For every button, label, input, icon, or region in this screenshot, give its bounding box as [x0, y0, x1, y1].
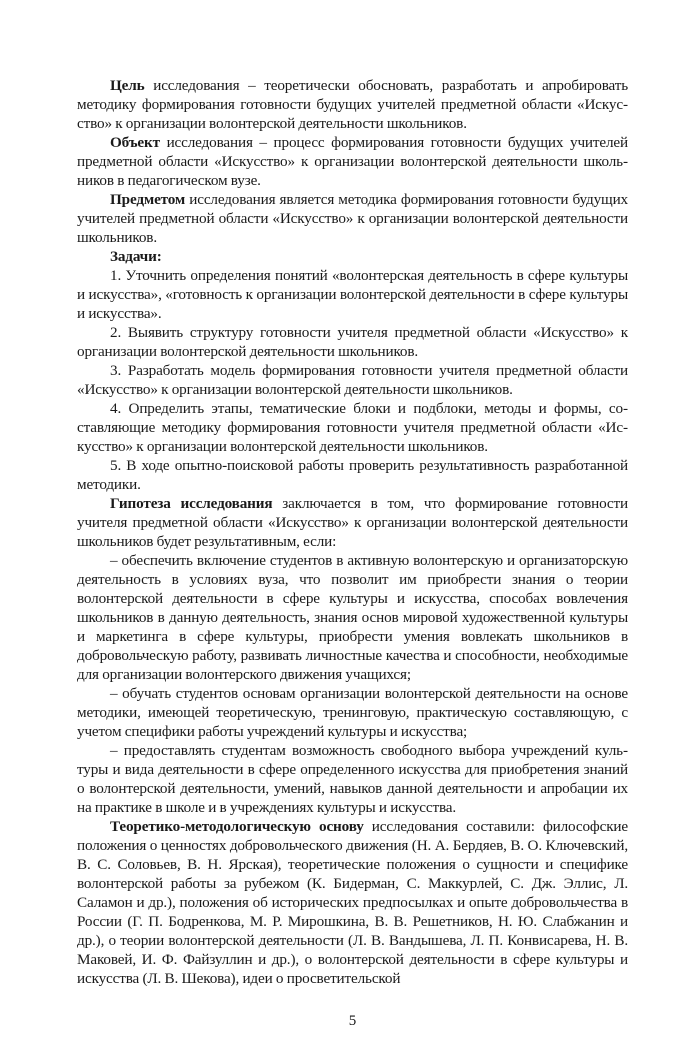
task-item: 4. Определить этапы, тематические блоки и подблоки, методы и формы, составляющие методику формирования готовности учителя предметной области «Искусство» к организации волонтерской деятельности школьников. [77, 400, 628, 455]
task-item: 5. В ходе опытно-поисковой работы проверить результативность разработанной методики. [77, 457, 628, 493]
object-text: исследования – процесс формирования готовности будущих учителей предметной области «Искусство» к организации волонтерской деятельности школьников в педагогическом вузе. [77, 134, 628, 189]
goal-lead: Цель [110, 77, 145, 94]
condition-item: – обучать студентов основам организации волонтерской деятельности на основе методики, имеющей теоретическую, тренинговую, практическую составляющую, с учетом специфики работы учреждений культуры и искусства; [77, 685, 628, 740]
goal-text: исследования – теоретически обосновать, разработать и апробировать методику формирования готовности будущих учителей предметной области «Искусство» к организации волонтерской деятельности школьников. [77, 77, 628, 132]
subject-text: исследования является методика формирования готовности будущих учителей предметной области «Искусство» к организации волонтерской деятельности школьников. [77, 191, 628, 246]
hypothesis-text: заключается в том, что формирование готовности учителя предметной области «Искусство» к организации волонтерской деятельности школьников будет результативным, если: [77, 495, 628, 550]
methodology-lead: Теоретико-методологическую основу [110, 818, 364, 835]
subject-lead: Предметом [110, 191, 186, 208]
document-page [77, 76, 628, 988]
tasks-heading-text: Задачи: [110, 248, 162, 265]
object-paragraph [77, 133, 628, 190]
page-number: 5 [348, 1013, 357, 1029]
task-item: 2. Выявить структуру готовности учителя предметной области «Искусство» к организации волонтерской деятельности школьников. [77, 324, 628, 360]
methodology-paragraph [77, 817, 628, 988]
object-lead: Объект [110, 134, 160, 151]
condition-item: – обеспечить включение студентов в активную волонтерскую и организаторскую деятельность в условиях вуза, что позволит им приобрести знания о теории волонтерской деятельности в сфере культуры и искусства, способах вовлечения школьников в данную деятельность, знания основ мировой художественной культуры и маркетинга в сфере культуры, приобрести умения вовлекать школьников в добровольческую работу, развивать личностные качества и способности, необходимые для организации волонтерского движения учащихся; [77, 552, 628, 683]
subject-paragraph [77, 190, 628, 247]
tasks-heading [77, 247, 628, 266]
hypothesis-lead: Гипотеза исследования [110, 495, 273, 512]
task-item: 3. Разработать модель формирования готовности учителя предметной области «Искусство» к организации волонтерской деятельности школьников. [77, 362, 628, 398]
task-item: 1. Уточнить определения понятий «волонтерская деятельность в сфере культуры и искусства», «готовность к организации волонтерской деятельности в сфере культуры и искусства». [77, 267, 628, 322]
methodology-text: исследования составили: философские положения о ценностях добровольческого движения (Н. А. Бердяев, В. О. Ключевский, В. С. Соловьев, В. Н. Ярская), теоретические положения о сущности и специфике волонтерской работы за рубежом (К. Бидерман, С. Маккурлей, С. Дж. Эллис, Л. Саламон и др.), положения об исторических предпосылках и опыте добровольчества в России (Г. П. Бодренкова, М. Р. Мирошкина, В. В. Решетников, Н. Ю. Слабжанин и др.), о теории волонтерской деятельности (Л. В. Вандышева, Л. П. Конвисарева, Н. В. Маковей, И. Ф. Файзуллин и др.), о волонтерской деятельности в сфере культуры и искусства (Л. В. Шекова), идеи о просветительской [77, 818, 628, 987]
condition-item: – предоставлять студентам возможность свободного выбора учреждений культуры и вида деятельности в сфере определенного искусства для приобретения знаний о волонтерской деятельности, умений, навыков данной деятельности и апробации их на практике в школе и в учреждениях культуры и искусства. [77, 742, 628, 816]
goal-paragraph [77, 76, 628, 133]
hypothesis-paragraph [77, 494, 628, 551]
